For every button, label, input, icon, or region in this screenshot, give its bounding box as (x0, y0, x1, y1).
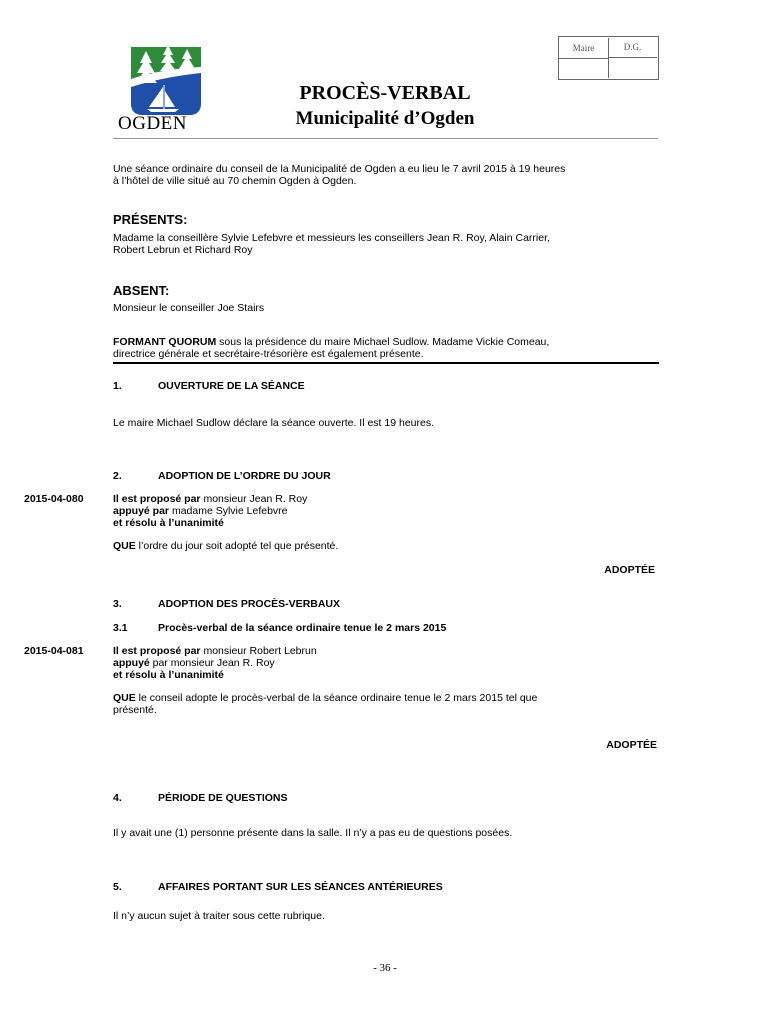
intro-paragraph (113, 163, 661, 187)
initials-box (558, 36, 659, 80)
section-body: Il n’y aucun sujet à traiter sous cette rubrique. (113, 910, 325, 922)
quorum-rule (113, 362, 659, 364)
initials-dg-field (608, 57, 657, 78)
section-number: 2. (113, 470, 122, 482)
section-number: 4. (113, 792, 122, 804)
presents-paragraph (113, 232, 661, 256)
quorum-line: directrice générale et secrétaire-trésorière est également présente. (113, 348, 424, 360)
presents-line: Madame la conseillère Sylvie Lefebvre et messieurs les conseillers Jean R. Roy, Alain Carrier, (113, 232, 550, 244)
document-title: PROCÈS-VERBAL (299, 82, 471, 104)
section-number: 5. (113, 881, 122, 893)
section-title: ADOPTION DES PROCÈS-VERBAUX (158, 598, 341, 610)
document-subtitle: Municipalité d’Ogden (295, 108, 475, 129)
section-body: Il y avait une (1) personne présente dans la salle. Il n’y a pas eu de questions posées. (113, 827, 513, 839)
section-number: 3. (113, 598, 122, 610)
section-title: ADOPTION DE L’ORDRE DU JOUR (158, 470, 331, 482)
absent-line: Monsieur le conseiller Joe Stairs (113, 302, 265, 314)
section-title: AFFAIRES PORTANT SUR LES SÉANCES ANTÉRIEURES (158, 881, 443, 893)
adopted-label: ADOPTÉE (606, 739, 657, 751)
quorum-paragraph (113, 336, 661, 360)
initials-mayor-field (559, 57, 609, 78)
header-rule (113, 138, 658, 139)
subsection-number: 3.1 (113, 622, 128, 634)
resolution-text: QUE le conseil adopte le procès-verbal de la séance ordinaire tenue le 2 mars 2015 tel que présenté. (113, 692, 538, 716)
page-number: - 36 - (373, 962, 397, 974)
section-number: 1. (113, 380, 122, 392)
presents-heading: PRÉSENTS: (113, 212, 188, 227)
subsection-title: Procès-verbal de la séance ordinaire tenue le 2 mars 2015 (158, 622, 447, 634)
presents-line: Robert Lebrun et Richard Roy (113, 244, 253, 256)
initials-mayor-label: Maire (559, 38, 609, 59)
resolution-number: 2015-04-081 (24, 645, 84, 657)
initials-dg-label: D.G. (608, 37, 657, 58)
resolution-number: 2015-04-080 (24, 493, 84, 505)
section-body: Le maire Michael Sudlow déclare la séance ouverte. Il est 19 heures. (113, 417, 435, 429)
resolution-block: Il est proposé par monsieur Jean R. Roy appuyé par madame Sylvie Lefebvre et résolu à l’unanimité (113, 493, 308, 529)
resolution-text: QUE l’ordre du jour soit adopté tel que présenté. (113, 540, 339, 552)
intro-line: Une séance ordinaire du conseil de la Municipalité de Ogden a eu lieu le 7 avril 2015 à 19 heures (113, 163, 566, 175)
section-title: OUVERTURE DE LA SÉANCE (158, 380, 305, 392)
absent-heading: ABSENT: (113, 283, 170, 298)
intro-line: à l’hôtel de ville situé au 70 chemin Ogden à Ogden. (113, 175, 357, 187)
quorum-line: FORMANT QUORUM sous la présidence du maire Michael Sudlow. Madame Vickie Comeau, (113, 336, 550, 348)
logo-text: OGDEN (118, 113, 187, 134)
resolution-block: Il est proposé par monsieur Robert Lebrun appuyé par monsieur Jean R. Roy et résolu à l’unanimité (113, 645, 317, 681)
quorum-label: FORMANT QUORUM (113, 336, 217, 348)
adopted-label: ADOPTÉE (604, 564, 655, 576)
section-title: PÉRIODE DE QUESTIONS (158, 792, 288, 804)
